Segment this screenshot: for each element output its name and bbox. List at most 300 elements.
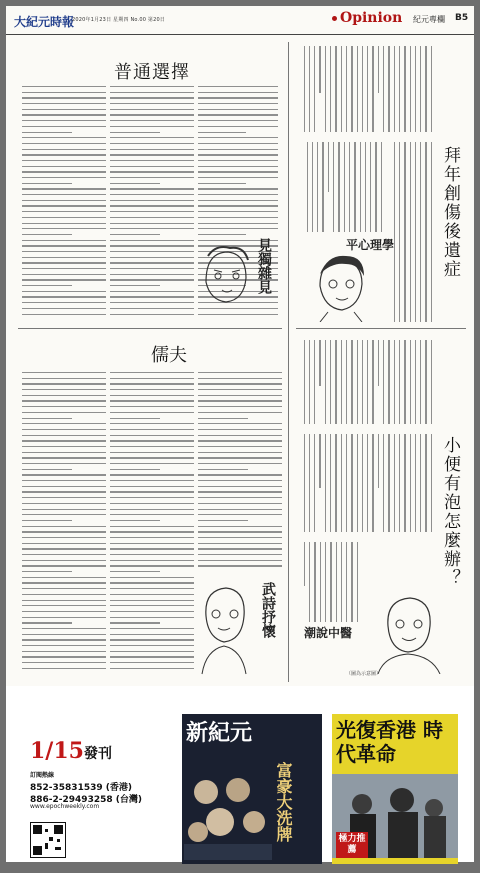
magazine-cover-left[interactable] xyxy=(182,714,322,864)
text-line xyxy=(198,86,278,87)
portrait-sketch-icon xyxy=(192,580,256,676)
text-line xyxy=(22,372,106,373)
cover-photo-collage-icon xyxy=(184,770,272,860)
text-line xyxy=(110,480,194,481)
text-line xyxy=(198,149,278,150)
text-line xyxy=(354,142,355,232)
text-line xyxy=(370,142,371,232)
text-line xyxy=(22,296,106,297)
text-line xyxy=(22,223,106,224)
text-line xyxy=(198,234,246,235)
text-line xyxy=(425,142,426,322)
text-line xyxy=(110,554,194,555)
text-line xyxy=(22,302,106,303)
text-line xyxy=(198,92,278,93)
text-line xyxy=(410,340,411,424)
text-line xyxy=(367,46,368,132)
text-line xyxy=(110,234,160,235)
text-line xyxy=(330,46,331,132)
text-line xyxy=(325,434,326,532)
text-line xyxy=(110,378,194,379)
text-line xyxy=(362,46,363,132)
text-line xyxy=(312,142,313,232)
text-line xyxy=(110,245,194,246)
text-line xyxy=(22,240,106,241)
text-line xyxy=(22,400,106,401)
text-line xyxy=(198,491,282,492)
text-line xyxy=(198,395,282,396)
text-line xyxy=(314,434,315,532)
text-line xyxy=(22,257,106,258)
text-line xyxy=(415,46,416,132)
text-line xyxy=(110,177,194,178)
text-line xyxy=(198,526,282,527)
text-line xyxy=(110,662,194,663)
text-line xyxy=(317,142,318,232)
text-line xyxy=(22,463,106,464)
text-line xyxy=(110,314,194,315)
text-line xyxy=(319,340,320,386)
article-body-2-col1 xyxy=(22,372,106,678)
text-line xyxy=(110,418,160,419)
text-line xyxy=(22,205,106,206)
text-line xyxy=(22,435,106,436)
text-line xyxy=(425,340,426,424)
text-line xyxy=(22,520,72,521)
text-line xyxy=(404,46,405,132)
text-line xyxy=(198,378,282,379)
text-line xyxy=(22,103,106,104)
text-line xyxy=(198,514,282,515)
text-line xyxy=(388,434,389,532)
text-line xyxy=(383,434,384,532)
text-line xyxy=(22,634,106,635)
text-line xyxy=(198,143,278,144)
text-line xyxy=(367,340,368,424)
text-line xyxy=(198,531,282,532)
text-line xyxy=(110,600,194,601)
text-line xyxy=(319,434,320,488)
article-title-4: 小便有泡怎麼辦？ xyxy=(440,436,460,588)
text-line xyxy=(110,188,194,189)
page-header xyxy=(6,6,474,35)
text-line xyxy=(22,600,106,601)
text-line xyxy=(110,200,194,201)
text-line xyxy=(22,143,106,144)
article-body-2-col3 xyxy=(198,372,282,572)
text-line xyxy=(335,340,336,424)
text-line xyxy=(110,497,194,498)
promo-badge: 極力推薦 xyxy=(336,832,368,858)
text-line xyxy=(22,543,106,544)
text-line xyxy=(346,46,347,132)
text-line xyxy=(22,429,106,430)
date-line: 2020年1月23日 星期四 No.00 第20日 xyxy=(72,17,166,23)
text-line xyxy=(22,114,106,115)
text-line xyxy=(22,440,106,441)
text-line xyxy=(198,486,282,487)
text-line xyxy=(22,200,106,201)
text-line xyxy=(344,142,345,232)
qr-code-icon[interactable] xyxy=(30,822,66,858)
section-title-zh: 紀元專欄 xyxy=(413,15,445,24)
text-line xyxy=(304,542,305,586)
text-line xyxy=(431,340,432,424)
text-line xyxy=(22,560,106,561)
text-line xyxy=(110,154,194,155)
text-line xyxy=(198,554,282,555)
text-line xyxy=(22,109,106,110)
text-line xyxy=(307,142,308,232)
text-line xyxy=(22,262,106,263)
text-line xyxy=(346,434,347,532)
text-line xyxy=(198,474,282,475)
text-line xyxy=(110,257,194,258)
column-name-1: 見獨雜見 xyxy=(256,238,272,294)
article-body-4-lower xyxy=(298,542,358,622)
text-line xyxy=(198,154,278,155)
text-line xyxy=(110,548,194,549)
text-line xyxy=(110,217,194,218)
text-line xyxy=(110,120,194,121)
text-line xyxy=(110,509,194,510)
text-line xyxy=(198,109,278,110)
text-line xyxy=(110,429,194,430)
ad-phone-tw: 886-2-29493258 (台灣) xyxy=(30,795,142,805)
text-line xyxy=(309,542,310,622)
text-line xyxy=(110,302,194,303)
text-line xyxy=(22,491,106,492)
text-line xyxy=(198,418,248,419)
magazine-cover-right[interactable] xyxy=(332,714,458,864)
text-line xyxy=(110,565,194,566)
columnist-portrait-3 xyxy=(192,580,256,676)
text-line xyxy=(198,543,282,544)
text-line xyxy=(22,486,106,487)
article-body-1-col2 xyxy=(110,86,194,322)
text-line xyxy=(110,452,194,453)
text-line xyxy=(110,571,160,572)
text-line xyxy=(110,582,194,583)
text-line xyxy=(22,285,72,286)
article-title-2: 儒夫 xyxy=(151,345,187,366)
text-line xyxy=(110,262,194,263)
text-line xyxy=(110,577,194,578)
columnist-portrait-1 xyxy=(196,242,256,312)
text-line xyxy=(330,434,331,532)
text-line xyxy=(198,205,278,206)
text-line xyxy=(198,435,282,436)
text-line xyxy=(341,434,342,532)
text-line xyxy=(325,340,326,424)
text-line xyxy=(110,656,194,657)
text-line xyxy=(336,542,337,622)
text-line xyxy=(22,86,106,87)
text-line xyxy=(198,103,278,104)
text-line xyxy=(110,383,194,384)
text-line xyxy=(110,97,194,98)
text-line xyxy=(110,274,194,275)
text-line xyxy=(198,314,278,315)
text-line xyxy=(415,434,416,532)
text-line xyxy=(22,120,106,121)
text-line xyxy=(410,142,411,322)
text-line xyxy=(381,142,382,232)
text-line xyxy=(198,372,282,373)
text-line xyxy=(198,446,282,447)
text-line xyxy=(110,469,160,470)
text-line xyxy=(22,395,106,396)
text-line xyxy=(110,668,194,669)
text-line xyxy=(22,268,106,269)
text-line xyxy=(22,92,106,93)
text-line xyxy=(110,486,194,487)
article-title-3: 拜年創傷後遺症 xyxy=(440,146,460,279)
text-line xyxy=(198,560,282,561)
text-line xyxy=(320,542,321,622)
text-line xyxy=(378,340,379,386)
text-line xyxy=(110,132,160,133)
text-line xyxy=(383,46,384,132)
text-line xyxy=(314,46,315,132)
columnist-portrait-4 xyxy=(370,588,448,674)
text-line xyxy=(110,205,194,206)
text-line xyxy=(388,340,389,424)
text-line xyxy=(314,340,315,424)
text-line xyxy=(110,520,160,521)
text-line xyxy=(351,46,352,132)
text-line xyxy=(198,469,248,470)
text-line xyxy=(110,406,194,407)
text-line xyxy=(362,340,363,424)
text-line xyxy=(335,46,336,132)
text-line xyxy=(110,160,194,161)
masthead-brand: 大紀元時報 xyxy=(14,15,75,29)
text-line xyxy=(198,463,282,464)
text-line xyxy=(341,46,342,132)
text-line xyxy=(388,46,389,132)
text-line xyxy=(22,160,106,161)
text-line xyxy=(110,491,194,492)
text-line xyxy=(346,340,347,424)
text-line xyxy=(22,171,106,172)
text-line xyxy=(110,628,194,629)
text-line xyxy=(22,383,106,384)
text-line xyxy=(110,560,194,561)
text-line xyxy=(110,291,194,292)
page-number: B5 xyxy=(455,13,469,23)
text-line xyxy=(22,582,106,583)
text-line xyxy=(22,514,106,515)
text-line xyxy=(378,434,379,488)
text-line xyxy=(22,577,106,578)
text-line xyxy=(198,114,278,115)
text-line xyxy=(198,548,282,549)
magazine-title-left: 新紀元 xyxy=(186,720,253,746)
text-line xyxy=(304,340,305,424)
text-line xyxy=(110,446,194,447)
text-line xyxy=(110,645,194,646)
text-line xyxy=(110,240,194,241)
text-line xyxy=(22,149,106,150)
text-line xyxy=(22,389,106,390)
ad-order-label: 訂閱熱線 xyxy=(30,772,55,779)
text-line xyxy=(22,594,106,595)
magazine-title-right: 光復香港 時代革命 xyxy=(336,718,443,766)
article-body-4-upper xyxy=(298,340,432,424)
text-line xyxy=(304,434,305,532)
text-line xyxy=(198,412,282,413)
text-line xyxy=(198,520,248,521)
text-line xyxy=(372,340,373,424)
text-line xyxy=(372,434,373,532)
text-line xyxy=(198,228,278,229)
text-line xyxy=(198,217,278,218)
text-line xyxy=(198,126,278,127)
text-line xyxy=(198,177,278,178)
text-line xyxy=(198,171,278,172)
text-line xyxy=(22,446,106,447)
text-line xyxy=(322,142,323,232)
text-line xyxy=(22,183,72,184)
text-line xyxy=(404,434,405,532)
text-line xyxy=(351,434,352,532)
text-line xyxy=(425,434,426,532)
text-line xyxy=(110,389,194,390)
text-line xyxy=(198,423,282,424)
text-line xyxy=(325,542,326,622)
text-line xyxy=(110,86,194,87)
text-line xyxy=(198,166,278,167)
text-line xyxy=(110,400,194,401)
text-line xyxy=(333,142,334,232)
text-line xyxy=(22,480,106,481)
text-line xyxy=(357,542,358,622)
text-line xyxy=(330,340,331,424)
text-line xyxy=(22,291,106,292)
text-line xyxy=(198,132,246,133)
text-line xyxy=(110,137,194,138)
text-line xyxy=(110,308,194,309)
text-line xyxy=(338,142,339,232)
text-line xyxy=(110,372,194,373)
text-line xyxy=(22,245,106,246)
article-body-3-lower xyxy=(386,142,432,322)
text-line xyxy=(22,668,106,669)
text-line xyxy=(365,142,366,232)
text-line xyxy=(22,537,106,538)
text-line xyxy=(198,400,282,401)
text-line xyxy=(198,503,282,504)
text-line xyxy=(394,142,395,322)
text-line xyxy=(22,378,106,379)
text-line xyxy=(394,434,395,532)
text-line xyxy=(110,103,194,104)
text-line xyxy=(198,406,282,407)
text-line xyxy=(394,46,395,132)
text-line xyxy=(110,594,194,595)
text-line xyxy=(22,531,106,532)
divider-h-left xyxy=(18,328,282,329)
text-line xyxy=(351,340,352,424)
text-line xyxy=(319,46,320,93)
divider-v xyxy=(288,42,289,682)
text-line xyxy=(110,223,194,224)
text-line xyxy=(110,423,194,424)
text-line xyxy=(110,279,194,280)
text-line xyxy=(198,97,278,98)
text-line xyxy=(110,440,194,441)
text-line xyxy=(22,137,106,138)
text-line xyxy=(22,497,106,498)
text-line xyxy=(110,611,194,612)
text-line xyxy=(357,340,358,424)
ad-phone-hk: 852-35831539 (香港) xyxy=(30,783,132,793)
column-name-2: 平心理學 xyxy=(346,238,395,252)
text-line xyxy=(22,314,106,315)
text-line xyxy=(22,217,106,218)
text-line xyxy=(22,651,106,652)
text-line xyxy=(198,452,282,453)
text-line xyxy=(22,656,106,657)
text-line xyxy=(351,542,352,622)
text-line xyxy=(110,126,194,127)
article-body-2-col2 xyxy=(110,372,194,678)
text-line xyxy=(22,611,106,612)
column-name-3: 武詩抒懷 xyxy=(260,582,276,638)
text-line xyxy=(22,645,106,646)
text-line xyxy=(325,46,326,132)
text-line xyxy=(357,434,358,532)
text-line xyxy=(415,340,416,424)
text-line xyxy=(198,188,278,189)
text-line xyxy=(399,142,400,322)
section-title-en: Opinion xyxy=(340,10,403,26)
text-line xyxy=(110,651,194,652)
portrait-sketch-icon xyxy=(370,588,448,674)
text-line xyxy=(341,340,342,424)
text-line xyxy=(22,548,106,549)
text-line xyxy=(341,542,342,622)
text-line xyxy=(362,434,363,532)
column-name-4: 潮說中醫 xyxy=(304,626,353,640)
text-line xyxy=(198,223,278,224)
text-line xyxy=(314,542,315,622)
text-line xyxy=(110,617,194,618)
text-line xyxy=(22,554,106,555)
text-line xyxy=(198,137,278,138)
text-line xyxy=(22,509,106,510)
text-line xyxy=(375,142,376,232)
portrait-sketch-icon xyxy=(196,242,256,312)
text-line xyxy=(399,46,400,132)
text-line xyxy=(22,251,106,252)
text-line xyxy=(420,340,421,424)
text-line xyxy=(198,211,278,212)
text-line xyxy=(22,97,106,98)
text-line xyxy=(22,308,106,309)
text-line xyxy=(22,662,106,663)
text-line xyxy=(383,340,384,424)
text-line xyxy=(110,149,194,150)
text-line xyxy=(431,434,432,532)
text-line xyxy=(22,132,72,133)
text-line xyxy=(110,166,194,167)
text-line xyxy=(198,565,282,566)
text-line xyxy=(22,617,106,618)
text-line xyxy=(198,457,282,458)
text-line xyxy=(328,142,329,192)
